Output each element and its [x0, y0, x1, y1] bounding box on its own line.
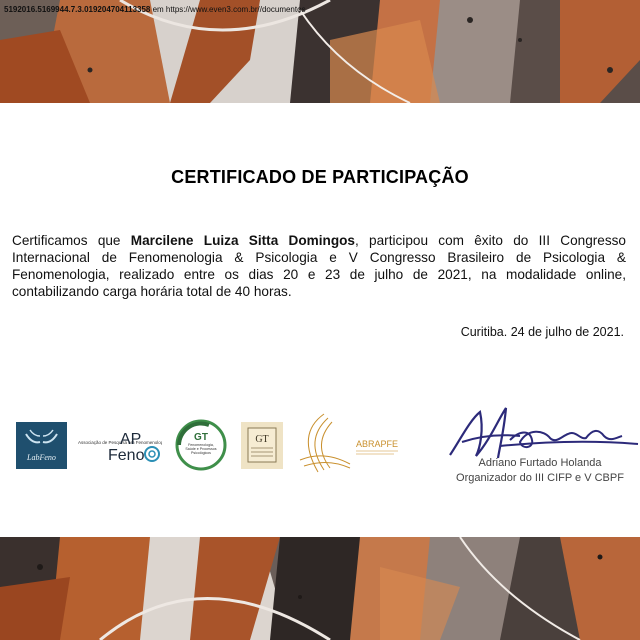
bottom-decorative-band — [0, 537, 640, 640]
place-date: Curitiba. 24 de julho de 2021. — [460, 325, 624, 339]
verification-code: 5192016.5169944.7.3.019204704113358 — [4, 5, 151, 14]
gt-fenomenologia-logo — [174, 418, 228, 472]
labfeno-logo — [16, 422, 67, 469]
body-text-intro: Certificamos que — [12, 233, 131, 248]
body-text-details: , participou com êxito do III Congresso Internacional de Fenomenologia & Psicologia e V Congresso Brasileiro de Psicologia & Fenomenologia, realizado entre os dias 20 e 23 de julho de 2021, na modalidade online, contabilizando carga horária total de 40 horas. — [12, 233, 626, 299]
verification-url[interactable]: em https://www.even3.com.br//documentos — [150, 5, 306, 14]
abrapfe-logo — [294, 410, 404, 476]
signature-block — [440, 456, 640, 486]
abrapfe-label: ABRAPFE — [356, 439, 399, 449]
signatory-role: Organizador do III CIFP e V CBPF — [456, 472, 624, 484]
verification-line — [4, 5, 306, 14]
certificate-body — [12, 232, 626, 300]
top-decorative-band — [0, 0, 640, 103]
apfeno-logo — [76, 426, 162, 466]
apfeno-feno: Feno — [108, 447, 145, 464]
apfeno-small-text: Associação de Pesquisa em Fenomenologia — [78, 440, 162, 445]
gt2-mark: GT — [255, 434, 269, 445]
signatory-name: Adriano Furtado Holanda — [478, 457, 602, 469]
participant-name: Marcilene Luiza Sitta Domingos — [130, 233, 355, 248]
labfeno-label: LabFeno — [27, 453, 56, 462]
gt1-text: Fenomenologia, Saúde e Processos Psicológicos — [185, 443, 217, 455]
certificate-title: CERTIFICADO DE PARTICIPAÇÃO — [171, 167, 469, 187]
gt-second-logo — [241, 422, 283, 469]
gt1-mark: GT — [194, 432, 208, 443]
apfeno-ap: AP — [120, 431, 142, 448]
